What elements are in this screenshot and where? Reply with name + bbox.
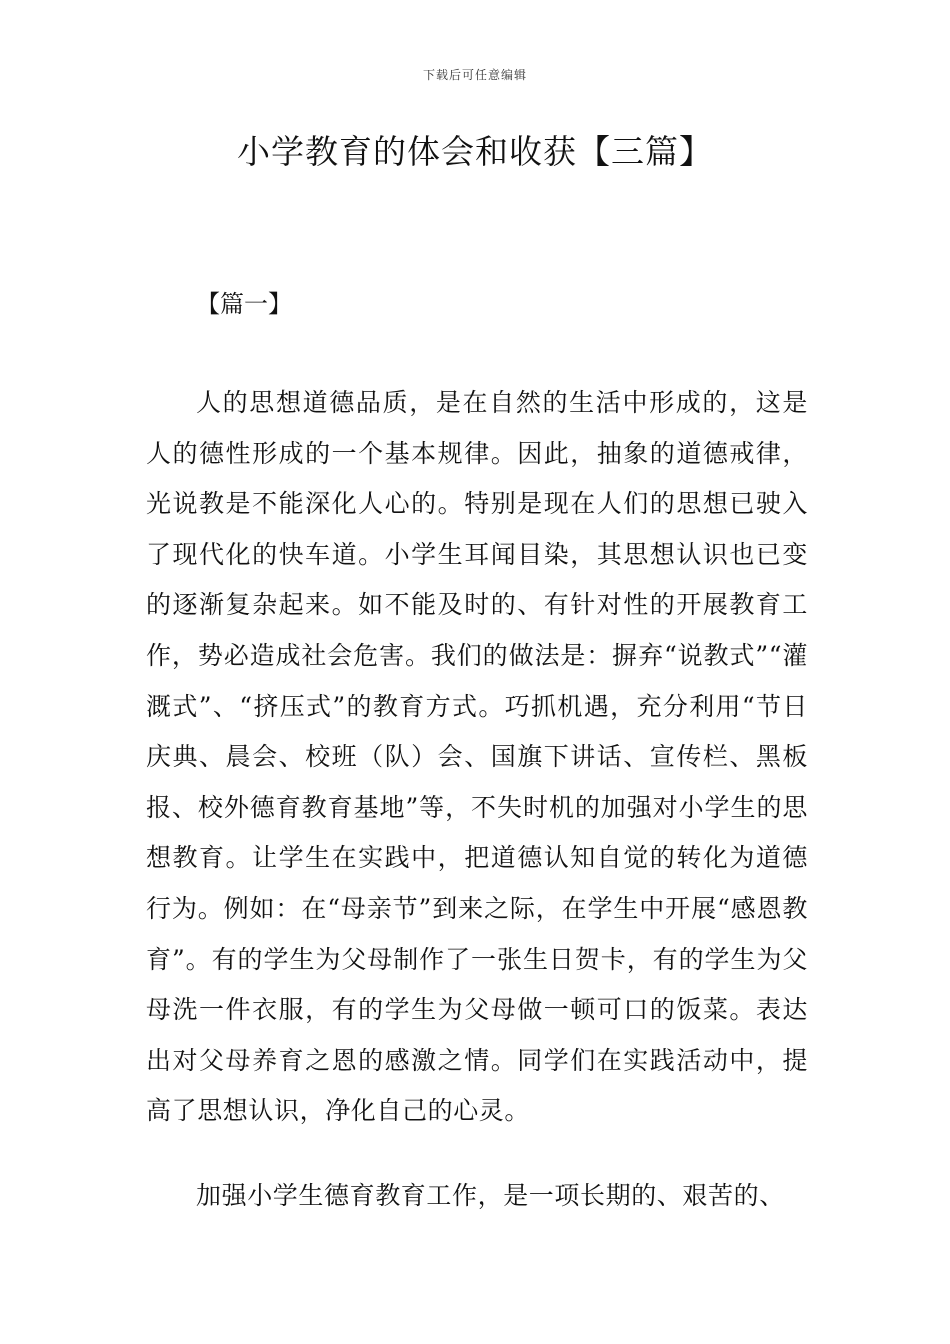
- body-paragraph: 加强小学生德育教育工作，是一项长期的、艰苦的、: [196, 1181, 785, 1210]
- section-heading: 【篇一】: [196, 290, 292, 318]
- document-title: 小学教育的体会和收获【三篇】: [237, 132, 713, 171]
- body-paragraph: 人的思想道德品质，是在自然的生活中形成的，这是人的德性形成的一个基本规律。因此，抽象的道德戒律，光说教是不能深化人心的。特别是现在人们的思想已驶入了现代化的快车道。小学生耳闻目染，其思想认识也已变的逐渐复杂起来。如不能及时的、有针对性的开展教育工作，势必造成社会危害。我们的做法是：摒弃“说教式”“灌溉式”、“挤压式”的教育方式。巧抓机遇，充分利用“节日庆典、晨会、校班（队）会、国旗下讲话、宣传栏、黑板报、校外德育教育基地”等，不失时机的加强对小学生的思想教育。让学生在实践中，把道德认知自觉的转化为道德行为。例如：在“母亲节”到来之际，在学生中开展“感恩教育”。有的学生为父母制作了一张生日贺卡，有的学生为父母洗一件衣服，有的学生为父母做一顿可口的饭菜。表达出对父母养育之恩的感激之情。同学们在实践活动中，提高了思想认识，净化自己的心灵。: [146, 388, 808, 1126]
- header-note: 下载后可任意编辑: [422, 68, 527, 82]
